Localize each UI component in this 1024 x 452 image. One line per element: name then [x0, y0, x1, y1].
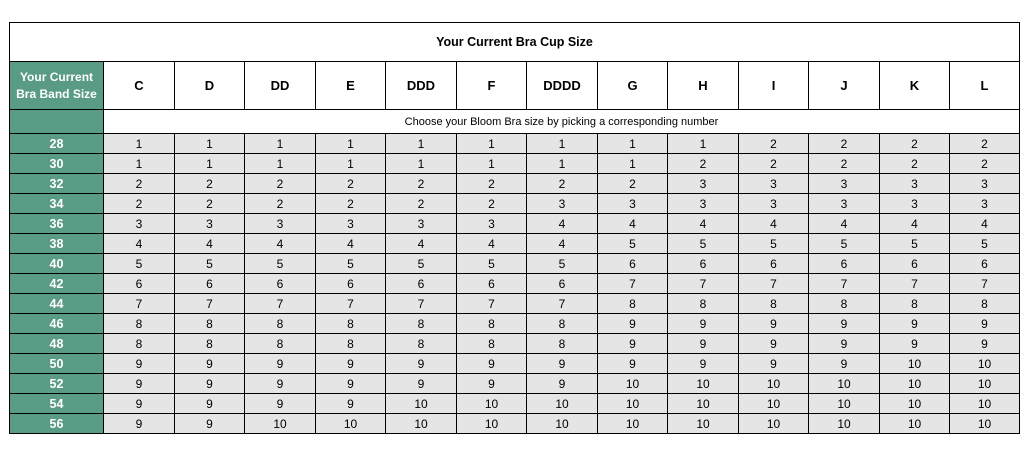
- table-title: Your Current Bra Cup Size: [10, 23, 1020, 62]
- bloom-size-cell: 8: [316, 334, 386, 354]
- bloom-size-cell: 9: [598, 314, 668, 334]
- bloom-size-cell: 6: [598, 254, 668, 274]
- bloom-size-cell: 7: [316, 294, 386, 314]
- bloom-size-cell: 6: [739, 254, 809, 274]
- bloom-size-cell: 4: [809, 214, 880, 234]
- cup-size-header: C: [104, 62, 175, 110]
- bloom-size-cell: 1: [104, 154, 175, 174]
- bloom-size-cell: 7: [245, 294, 316, 314]
- bloom-size-cell: 7: [668, 274, 739, 294]
- bloom-size-cell: 9: [527, 354, 598, 374]
- bloom-size-cell: 9: [598, 354, 668, 374]
- table-row: [10, 234, 1020, 254]
- bloom-size-cell: 8: [809, 294, 880, 314]
- bloom-size-cell: 3: [527, 194, 598, 214]
- cup-size-header: J: [809, 62, 880, 110]
- instruction-text: Choose your Bloom Bra size by picking a corresponding number: [104, 110, 1020, 134]
- bloom-size-cell: 4: [386, 234, 457, 254]
- bloom-size-cell: 9: [175, 414, 245, 434]
- bloom-size-cell: 2: [245, 174, 316, 194]
- bloom-size-cell: 2: [386, 194, 457, 214]
- bloom-size-cell: 1: [316, 134, 386, 154]
- bloom-size-cell: 7: [386, 294, 457, 314]
- bloom-size-cell: 2: [457, 174, 527, 194]
- bloom-size-cell: 9: [880, 334, 950, 354]
- bloom-size-cell: 5: [175, 254, 245, 274]
- table-row: [10, 134, 1020, 154]
- bloom-size-cell: 3: [245, 214, 316, 234]
- table-row: [10, 154, 1020, 174]
- table-row: [10, 354, 1020, 374]
- bloom-size-cell: 10: [386, 394, 457, 414]
- table-row: [10, 374, 1020, 394]
- bloom-size-cell: 4: [104, 234, 175, 254]
- bloom-size-cell: 6: [104, 274, 175, 294]
- bloom-size-cell: 4: [527, 214, 598, 234]
- bloom-size-cell: 7: [457, 294, 527, 314]
- bloom-size-cell: 4: [457, 234, 527, 254]
- bloom-size-cell: 8: [739, 294, 809, 314]
- table-row: [10, 174, 1020, 194]
- bloom-size-cell: 6: [316, 274, 386, 294]
- bloom-size-cell: 9: [739, 354, 809, 374]
- bloom-size-cell: 3: [386, 214, 457, 234]
- bloom-size-cell: 2: [880, 134, 950, 154]
- bloom-size-cell: 7: [598, 274, 668, 294]
- table-row: [10, 294, 1020, 314]
- cup-size-header: L: [950, 62, 1020, 110]
- table-row: [10, 394, 1020, 414]
- bloom-size-cell: 3: [598, 194, 668, 214]
- bloom-size-cell: 9: [950, 334, 1020, 354]
- band-size-cell: 52: [10, 374, 104, 394]
- bloom-size-cell: 2: [880, 154, 950, 174]
- cup-size-header: DDDD: [527, 62, 598, 110]
- bloom-size-cell: 3: [104, 214, 175, 234]
- bloom-size-cell: 9: [457, 374, 527, 394]
- bloom-size-cell: 3: [739, 194, 809, 214]
- bloom-size-cell: 2: [175, 174, 245, 194]
- band-size-cell: 32: [10, 174, 104, 194]
- bloom-size-cell: 9: [175, 394, 245, 414]
- bloom-size-cell: 5: [457, 254, 527, 274]
- bloom-size-cell: 2: [175, 194, 245, 214]
- bloom-size-cell: 9: [880, 314, 950, 334]
- band-size-cell: 50: [10, 354, 104, 374]
- bloom-size-cell: 8: [950, 294, 1020, 314]
- bloom-size-cell: 10: [950, 414, 1020, 434]
- bloom-size-cell: 5: [809, 234, 880, 254]
- bloom-size-cell: 7: [809, 274, 880, 294]
- bloom-size-cell: 4: [527, 234, 598, 254]
- bloom-size-cell: 7: [527, 294, 598, 314]
- table-row: [10, 334, 1020, 354]
- bloom-size-cell: 8: [598, 294, 668, 314]
- band-size-cell: 36: [10, 214, 104, 234]
- bloom-size-cell: 3: [457, 214, 527, 234]
- bloom-size-cell: 10: [809, 394, 880, 414]
- bloom-size-cell: 10: [527, 394, 598, 414]
- bloom-size-cell: 9: [104, 374, 175, 394]
- bloom-size-cell: 1: [527, 134, 598, 154]
- size-table-body: [10, 134, 1020, 434]
- bloom-size-cell: 1: [598, 134, 668, 154]
- bloom-size-cell: 10: [739, 414, 809, 434]
- cup-size-header: K: [880, 62, 950, 110]
- band-size-cell: 40: [10, 254, 104, 274]
- bloom-size-cell: 8: [457, 334, 527, 354]
- band-size-cell: 54: [10, 394, 104, 414]
- bloom-size-cell: 10: [739, 394, 809, 414]
- bloom-size-cell: 1: [386, 134, 457, 154]
- bloom-size-cell: 4: [245, 234, 316, 254]
- bloom-size-cell: 1: [316, 154, 386, 174]
- band-size-cell: 42: [10, 274, 104, 294]
- bloom-size-cell: 10: [950, 354, 1020, 374]
- bloom-size-cell: 7: [880, 274, 950, 294]
- bloom-size-cell: 8: [104, 314, 175, 334]
- bloom-size-cell: 2: [386, 174, 457, 194]
- bloom-size-cell: 2: [739, 134, 809, 154]
- table-row: [10, 214, 1020, 234]
- bloom-size-cell: 2: [598, 174, 668, 194]
- bloom-size-cell: 3: [809, 194, 880, 214]
- bloom-size-cell: 1: [175, 154, 245, 174]
- bloom-size-cell: 6: [245, 274, 316, 294]
- cup-size-header: H: [668, 62, 739, 110]
- bloom-size-cell: 1: [668, 134, 739, 154]
- bloom-size-cell: 2: [457, 194, 527, 214]
- table-row: [10, 414, 1020, 434]
- cup-size-header: F: [457, 62, 527, 110]
- bloom-size-cell: 8: [316, 314, 386, 334]
- bloom-size-cell: 9: [668, 354, 739, 374]
- bloom-size-cell: 3: [175, 214, 245, 234]
- bloom-size-cell: 8: [527, 334, 598, 354]
- bloom-size-cell: 4: [950, 214, 1020, 234]
- bloom-size-cell: 8: [457, 314, 527, 334]
- cup-size-header: D: [175, 62, 245, 110]
- bloom-size-cell: 10: [527, 414, 598, 434]
- bloom-size-cell: 9: [668, 334, 739, 354]
- bloom-size-cell: 10: [457, 394, 527, 414]
- band-size-header-line2: Bra Band Size: [16, 86, 97, 101]
- bloom-size-cell: 10: [316, 414, 386, 434]
- bloom-size-cell: 9: [316, 394, 386, 414]
- bloom-size-cell: 10: [809, 374, 880, 394]
- bloom-size-cell: 6: [175, 274, 245, 294]
- cup-size-header: G: [598, 62, 668, 110]
- band-size-cell: 44: [10, 294, 104, 314]
- bloom-size-cell: 6: [457, 274, 527, 294]
- band-size-cell: 38: [10, 234, 104, 254]
- bloom-size-cell: 9: [386, 354, 457, 374]
- band-size-cell: 46: [10, 314, 104, 334]
- bloom-size-cell: 9: [457, 354, 527, 374]
- bloom-size-cell: 1: [245, 134, 316, 154]
- bloom-size-cell: 9: [950, 314, 1020, 334]
- bloom-size-cell: 6: [809, 254, 880, 274]
- bloom-size-cell: 2: [104, 174, 175, 194]
- bloom-size-cell: 5: [527, 254, 598, 274]
- bloom-size-cell: 1: [245, 154, 316, 174]
- bloom-size-cell: 1: [175, 134, 245, 154]
- bloom-size-cell: 8: [668, 294, 739, 314]
- cup-size-header: DD: [245, 62, 316, 110]
- bloom-size-cell: 1: [527, 154, 598, 174]
- bloom-size-cell: 8: [386, 334, 457, 354]
- cup-size-header: E: [316, 62, 386, 110]
- bloom-size-cell: 8: [104, 334, 175, 354]
- bloom-size-cell: 9: [245, 374, 316, 394]
- bloom-size-cell: 2: [809, 134, 880, 154]
- bloom-size-cell: 4: [739, 214, 809, 234]
- bloom-size-cell: 2: [316, 174, 386, 194]
- bloom-size-cell: 3: [880, 194, 950, 214]
- bloom-size-cell: 9: [316, 374, 386, 394]
- bloom-size-cell: 1: [457, 134, 527, 154]
- bloom-size-cell: 4: [880, 214, 950, 234]
- bloom-size-cell: 9: [739, 334, 809, 354]
- table-row: [10, 254, 1020, 274]
- bloom-size-cell: 7: [950, 274, 1020, 294]
- band-size-cell: 56: [10, 414, 104, 434]
- bloom-size-cell: 1: [598, 154, 668, 174]
- bloom-size-cell: 9: [245, 394, 316, 414]
- bloom-size-cell: 5: [245, 254, 316, 274]
- bloom-size-cell: 9: [316, 354, 386, 374]
- bloom-size-cell: 2: [950, 134, 1020, 154]
- bloom-size-cell: 8: [245, 314, 316, 334]
- bloom-size-cell: 9: [245, 354, 316, 374]
- bloom-size-cell: 10: [880, 354, 950, 374]
- bloom-size-cell: 9: [527, 374, 598, 394]
- bloom-size-cell: 10: [950, 394, 1020, 414]
- instruction-row: [10, 110, 1020, 134]
- bloom-size-cell: 7: [104, 294, 175, 314]
- bloom-size-cell: 5: [880, 234, 950, 254]
- bloom-size-cell: 2: [104, 194, 175, 214]
- bloom-size-cell: 8: [175, 314, 245, 334]
- bloom-size-cell: 9: [175, 374, 245, 394]
- bloom-size-cell: 10: [668, 414, 739, 434]
- bloom-size-cell: 3: [950, 194, 1020, 214]
- bloom-size-cell: 10: [245, 414, 316, 434]
- bloom-size-cell: 6: [527, 274, 598, 294]
- bloom-size-cell: 5: [739, 234, 809, 254]
- bloom-size-cell: 1: [104, 134, 175, 154]
- bloom-size-cell: 10: [668, 394, 739, 414]
- band-size-cell: 28: [10, 134, 104, 154]
- bloom-size-cell: 5: [386, 254, 457, 274]
- bloom-size-cell: 9: [104, 414, 175, 434]
- bloom-size-cell: 10: [880, 414, 950, 434]
- bloom-size-cell: 9: [598, 334, 668, 354]
- bloom-size-cell: 9: [668, 314, 739, 334]
- bloom-size-cell: 9: [104, 354, 175, 374]
- bloom-size-cell: 1: [386, 154, 457, 174]
- cup-size-header: I: [739, 62, 809, 110]
- bloom-size-cell: 3: [316, 214, 386, 234]
- bloom-size-cell: 3: [880, 174, 950, 194]
- bloom-size-cell: 6: [950, 254, 1020, 274]
- bloom-size-cell: 4: [316, 234, 386, 254]
- bloom-size-cell: 2: [739, 154, 809, 174]
- bloom-size-cell: 5: [950, 234, 1020, 254]
- bloom-size-cell: 10: [598, 374, 668, 394]
- bloom-size-cell: 10: [880, 374, 950, 394]
- bloom-size-cell: 3: [668, 174, 739, 194]
- bloom-size-cell: 10: [880, 394, 950, 414]
- bloom-size-cell: 7: [175, 294, 245, 314]
- bloom-size-cell: 10: [739, 374, 809, 394]
- bloom-size-cell: 6: [880, 254, 950, 274]
- bloom-size-cell: 9: [809, 334, 880, 354]
- bloom-size-cell: 10: [457, 414, 527, 434]
- bloom-size-cell: 2: [316, 194, 386, 214]
- bloom-size-cell: 7: [739, 274, 809, 294]
- bloom-size-cell: 4: [598, 214, 668, 234]
- bloom-size-cell: 6: [386, 274, 457, 294]
- bloom-size-cell: 9: [739, 314, 809, 334]
- table-row: [10, 274, 1020, 294]
- bloom-size-cell: 8: [386, 314, 457, 334]
- bloom-size-cell: 3: [739, 174, 809, 194]
- cup-size-header-row: [10, 62, 1020, 110]
- band-size-cell: 48: [10, 334, 104, 354]
- title-row: [10, 23, 1020, 62]
- bloom-size-cell: 9: [175, 354, 245, 374]
- bloom-size-cell: 5: [104, 254, 175, 274]
- bloom-size-cell: 8: [527, 314, 598, 334]
- bloom-size-cell: 4: [175, 234, 245, 254]
- table-row: [10, 194, 1020, 214]
- bloom-size-cell: 10: [598, 394, 668, 414]
- bloom-size-cell: 4: [668, 214, 739, 234]
- bloom-size-cell: 5: [598, 234, 668, 254]
- bloom-size-cell: 1: [457, 154, 527, 174]
- bra-size-chart: [9, 22, 1020, 434]
- bloom-size-cell: 6: [668, 254, 739, 274]
- bloom-size-cell: 2: [527, 174, 598, 194]
- band-size-cell: 34: [10, 194, 104, 214]
- bloom-size-cell: 3: [668, 194, 739, 214]
- cup-size-header: DDD: [386, 62, 457, 110]
- bloom-size-cell: 8: [245, 334, 316, 354]
- bloom-size-cell: 3: [950, 174, 1020, 194]
- bloom-size-cell: 2: [809, 154, 880, 174]
- bloom-size-cell: 9: [809, 354, 880, 374]
- bloom-size-cell: 9: [809, 314, 880, 334]
- bloom-size-cell: 3: [809, 174, 880, 194]
- table-row: [10, 314, 1020, 334]
- bloom-size-cell: 2: [950, 154, 1020, 174]
- bloom-size-cell: 9: [386, 374, 457, 394]
- bloom-size-cell: 10: [809, 414, 880, 434]
- bloom-size-cell: 9: [104, 394, 175, 414]
- band-size-cell: 30: [10, 154, 104, 174]
- bloom-size-cell: 10: [598, 414, 668, 434]
- bloom-size-cell: 10: [668, 374, 739, 394]
- bloom-size-cell: 8: [880, 294, 950, 314]
- band-size-header-line1: Your Current: [19, 69, 94, 84]
- bloom-size-cell: 5: [668, 234, 739, 254]
- bloom-size-cell: 10: [950, 374, 1020, 394]
- bloom-size-cell: 2: [668, 154, 739, 174]
- band-column-spacer: [10, 110, 104, 134]
- band-size-header: [10, 62, 104, 110]
- bloom-size-cell: 10: [386, 414, 457, 434]
- bloom-size-cell: 8: [175, 334, 245, 354]
- bloom-size-cell: 2: [245, 194, 316, 214]
- bloom-size-cell: 5: [316, 254, 386, 274]
